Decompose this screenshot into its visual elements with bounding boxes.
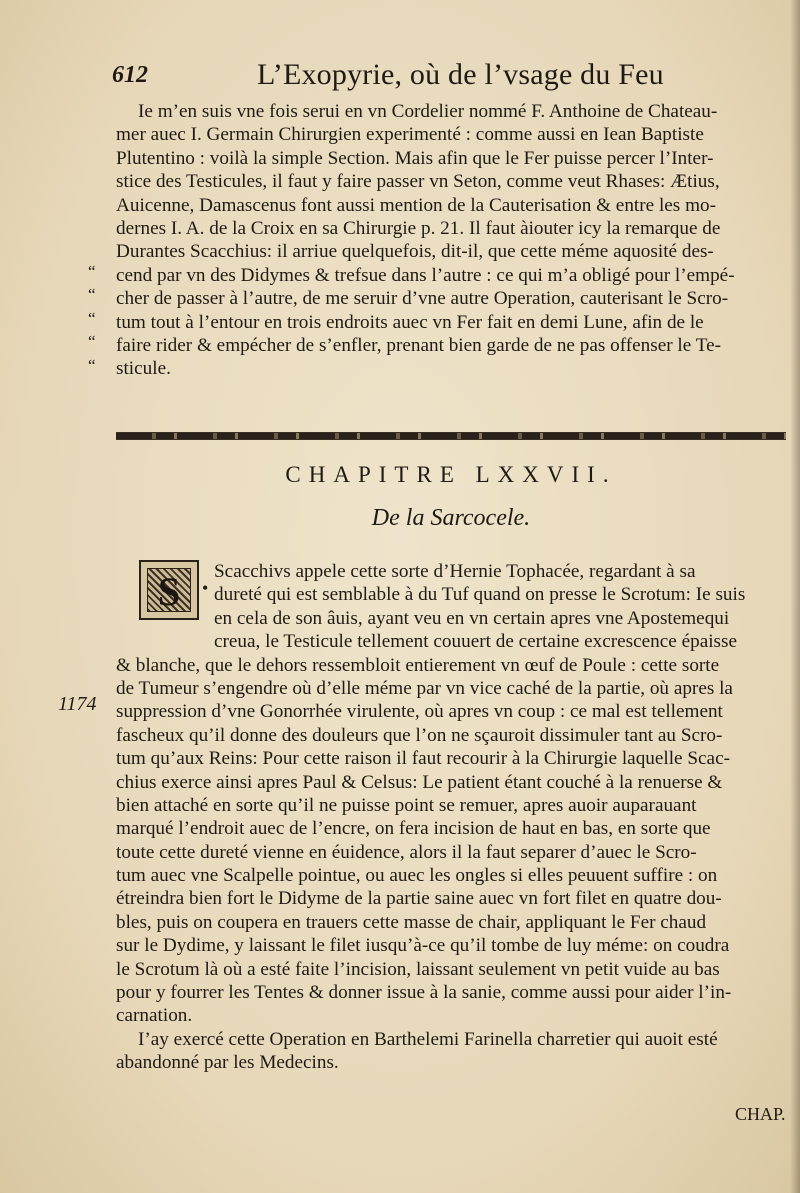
text-line: cend par vn des Didymes & trefsue dans l’autre : ce qui m’a obligé pour l’empé- [116, 264, 735, 286]
text-line: abandonné par les Medecins. [116, 1052, 339, 1074]
bullet-mark: • [202, 578, 209, 598]
text-line: chius exerce ainsi apres Paul & Celsus: Le patient étant couché à la renuerse & [116, 771, 723, 793]
text-line: le Scrotum là où a esté faite l’incision, laissant seulement vn petit vuide au bas [116, 958, 720, 980]
paragraph-2 [116, 560, 786, 1075]
initial-letter: S [157, 569, 181, 614]
text-line: tum tout à l’entour en trois endroits auec vn Fer fait en demi Lune, afin de le [116, 311, 704, 333]
text-line: sticule. [116, 358, 171, 380]
quote-mark: “ [88, 285, 96, 305]
catchword: CHAP. [735, 1104, 786, 1124]
text-line: bien attaché en sorte qu’il ne puisse point se remuer, apres auoir auparauant [116, 794, 697, 816]
text-line: tum qu’aux Reins: Pour cette raison il faut recourir à la Chirurgie laquelle Scac- [116, 748, 730, 770]
page-number: 612 [112, 62, 148, 88]
text-line: toute cette dureté vienne en éuidence, alors il la faut separer d’auec le Scro- [116, 841, 697, 863]
chapter-heading: CHAPITRE LXXVII. [285, 462, 617, 487]
page-edge-shadow [790, 0, 800, 1193]
quote-mark: “ [88, 308, 96, 328]
text-line: creua, le Testicule tellement couuert de certaine excrescence épaisse [214, 631, 737, 653]
text-line: dernes I. A. de la Croix en sa Chirurgie p. 21. Il faut àiouter icy la remarque de [116, 217, 721, 239]
text-line: étreindra bien fort le Didyme de la partie saine auec vn fort filet en quatre dou- [116, 888, 722, 910]
text-line: en cela de son âuis, ayant veu en vn certain apres vne Apostemequi [214, 607, 730, 629]
text-line: cher de passer à l’autre, de me seruir d’vne autre Operation, cauterisant le Scro- [116, 288, 729, 310]
quote-mark: “ [88, 262, 96, 281]
text-line: Scacchivs appele cette sorte d’Hernie Tophacée, regardant à sa [214, 561, 696, 582]
running-title: L’Exopyrie, où de l’vsage du Feu [257, 58, 664, 91]
text-line: & blanche, que le dehors ressembloit entierement vn œuf de Poule : cette sorte [116, 654, 720, 676]
text-line: pour y fourrer les Tentes & donner issue à la sanie, comme aussi pour aider l’in- [116, 982, 732, 1004]
text-line: stice des Testicules, il faut y faire passer vn Seton, comme veut Rhases: Ætius, [116, 171, 720, 193]
text-line: carnation. [116, 1005, 193, 1027]
text-line: Ie m’en suis vne fois serui en vn Cordelier nommé F. Anthoine de Chateau- [138, 101, 718, 122]
text-line: de Tumeur s’engendre où d’elle méme par vn vice caché de la partie, où apres la [116, 677, 733, 699]
quotation-margin [88, 260, 110, 377]
text-line: Durantes Scacchius: il arriue quelquefois, dit-il, que cette méme aquosité des- [116, 241, 714, 263]
text-line: I’ay exercé cette Operation en Barthelemi Farinella charretier qui auoit esté [138, 1028, 718, 1050]
text-line: tum auec vne Scalpelle pointue, ou auec les ongles si elles peuuent suffire : on [116, 865, 718, 887]
text-line: bles, puis on coupera en trauers cette masse de chair, appliquant le Fer chaud [116, 911, 707, 933]
quote-mark: “ [88, 332, 96, 352]
text-line: sur le Dydime, y laissant le filet iusqu’à-ce qu’il tombe de luy méme: on coudra [116, 935, 730, 957]
chapter-subtitle: De la Sarcocele. [371, 505, 531, 531]
text-line: mer auec I. Germain Chirurgien experimenté : comme aussi en Iean Baptiste [116, 124, 704, 146]
text-line: dureté qui est semblable à du Tuf quand on presse le Scrotum: Ie suis [214, 584, 746, 606]
text-line: Plutentino : voilà la simple Section. Mais afin que le Fer puisse percer l’Inter- [116, 147, 714, 169]
running-head [112, 58, 762, 98]
quote-mark: “ [88, 355, 96, 375]
text-line: suppression d’vne Gonorrhée virulente, où apres vn coup : ce mal est tellement [116, 701, 723, 723]
ornamental-rule [116, 432, 786, 440]
margin-note: 1174 [58, 693, 97, 715]
text-line: Auicenne, Damascenus font aussi mention de la Cauterisation & entre les mo- [116, 194, 716, 216]
text-line: marqué l’endroit auec de l’encre, on fera incision de haut en bas, en sorte que [116, 818, 711, 840]
text-line: faire rider & empécher de s’enfler, prenant bien garde de ne pas offenser le Te- [116, 334, 722, 356]
text-line: fascheux qu’il donne des douleurs que l’on ne sçauroit dissimuler tant au Scro- [116, 724, 723, 746]
paragraph-1 [116, 100, 786, 381]
